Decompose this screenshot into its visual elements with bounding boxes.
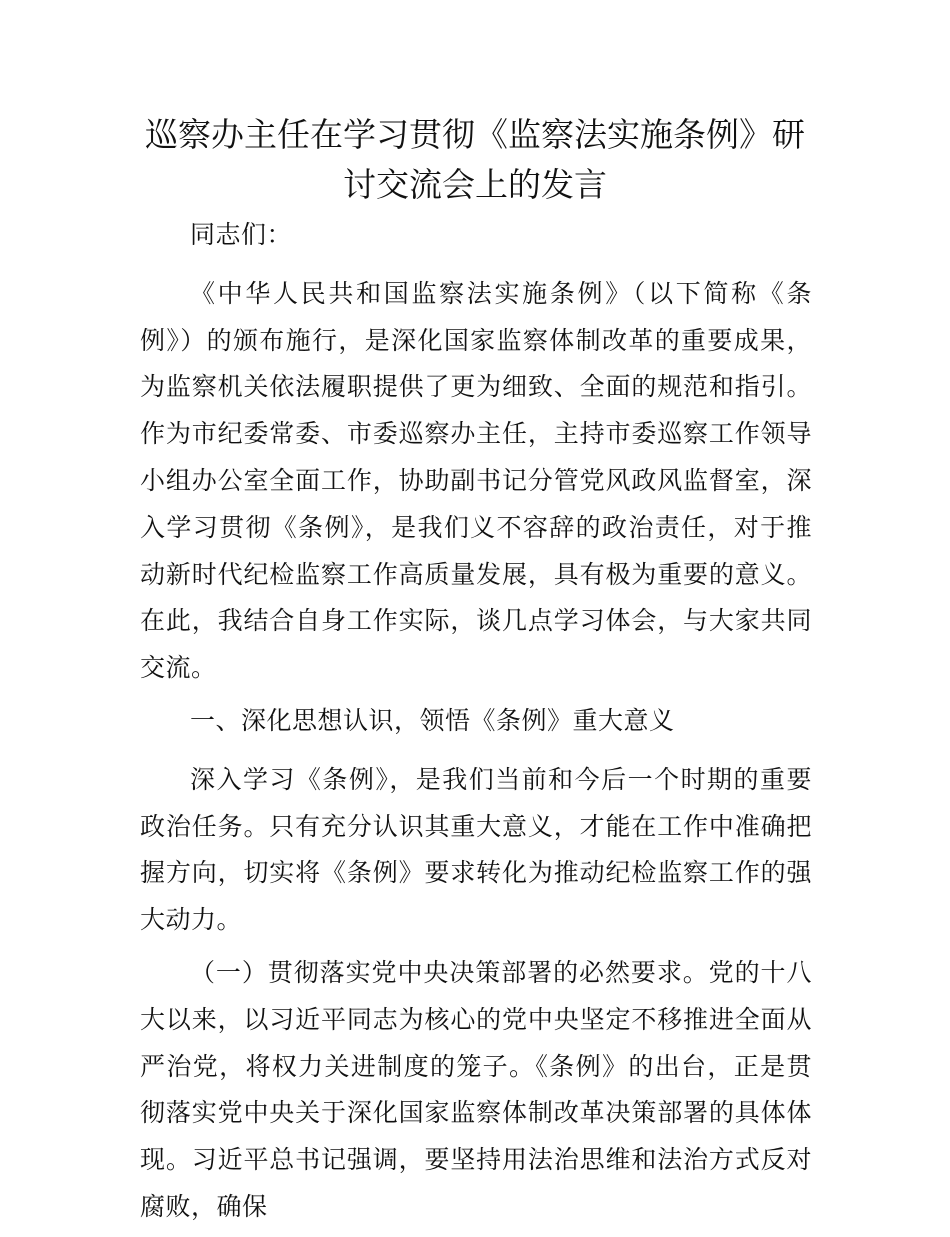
paragraph-section-1: 深入学习《条例》，是我们当前和今后一个时期的重要政治任务。只有充分认识其重大意义，才能在工作中准确把握方向，切实将《条例》要求转化为推动纪检监察工作的强大动力。	[140, 764, 812, 935]
document-title	[140, 110, 810, 210]
paragraph-intro: 《中华人民共和国监察法实施条例》（以下简称《条例》）的颁布施行，是深化国家监察体制改革的重要成果，为监察机关依法履职提供了更为细致、全面的规范和指引。作为市纪委常委、市委巡察办主任，主持市委巡察工作领导小组办公室全面工作，协助副书记分管党风政风监督室，深入学习贯彻《条例》，是我们义不容辞的政治责任，对于推动新时代纪检监察工作高质量发展，具有极为重要的意义。在此，我结合自身工作实际，谈几点学习体会，与大家共同交流。	[140, 278, 812, 683]
title-line-1: 巡察办主任在学习贯彻《监察法实施条例》研	[145, 115, 805, 154]
salutation: 同志们：	[190, 220, 293, 249]
paragraph-subsection-1: （一）贯彻落实党中央决策部署的必然要求。党的十八大以来，以习近平同志为核心的党中央坚定不移推进全面从严治党，将权力关进制度的笼子。《条例》的出台，正是贯彻落实党中央关于深化国家监察体制改革决策部署的具体体现。习近平总书记强调，要坚持用法治思维和法治方式反对腐败，确保	[140, 957, 812, 1221]
title-line-2: 讨交流会上的发言	[343, 165, 607, 204]
document-body	[140, 212, 812, 1237]
section-heading-1: 一、深化思想认识，领悟《条例》重大意义	[190, 705, 675, 735]
